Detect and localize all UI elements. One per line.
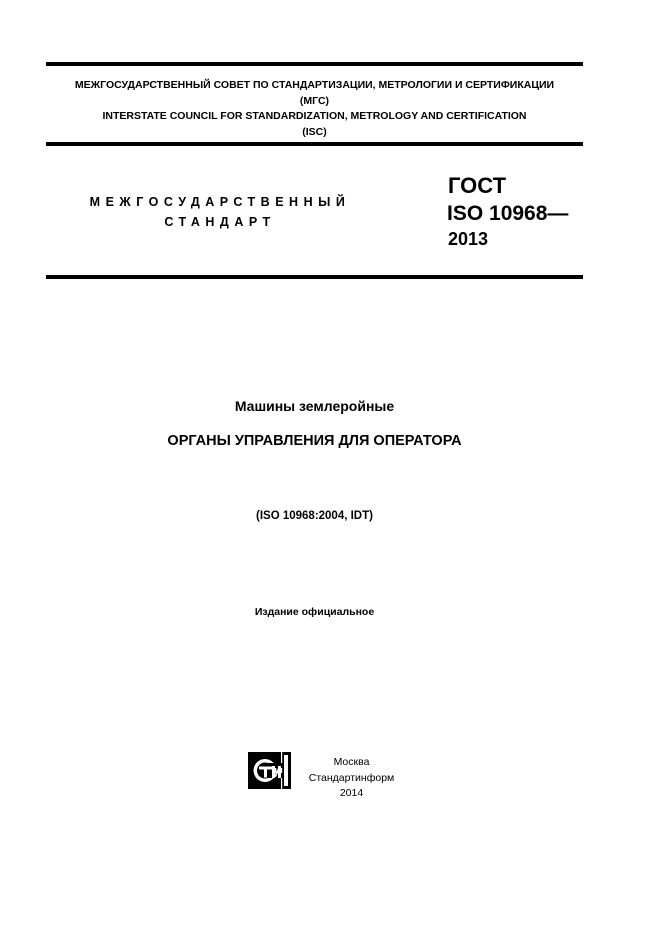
council-abbr-en: (ISC) [302, 125, 327, 138]
council-name-ru: МЕЖГОСУДАРСТВЕННЫЙ СОВЕТ ПО СТАНДАРТИЗАЦИИ, МЕТРОЛОГИИ И СЕРТИФИКАЦИИ [74, 79, 555, 91]
gost-number: ISO 10968— [447, 202, 569, 225]
designation-rule [46, 275, 583, 279]
standard-type [60, 192, 380, 232]
publisher-name: Стандартинформ [308, 771, 395, 784]
standard-type-line1: МЕЖГОСУДАРСТВЕННЫЙ [89, 195, 351, 209]
publisher-city: Москва [333, 756, 370, 768]
iso-identity: (ISO 10968:2004, IDT) [256, 510, 373, 522]
top-rule [46, 62, 583, 66]
gost-year: 2013 [448, 229, 489, 249]
standartinform-logo-icon [248, 752, 291, 789]
publication-year: 2014 [339, 787, 364, 799]
edition-note: Издание официальное [254, 606, 375, 618]
document-subtitle: ОРГАНЫ УПРАВЛЕНИЯ ДЛЯ ОПЕРАТОРА [167, 433, 462, 449]
publisher-block [300, 755, 403, 802]
header-rule [46, 142, 583, 146]
standard-type-line2: СТАНДАРТ [164, 215, 276, 229]
council-abbr-ru: (МГС) [299, 94, 330, 107]
gost-designation [448, 172, 568, 251]
council-header [46, 78, 583, 140]
council-name-en: INTERSTATE COUNCIL FOR STANDARDIZATION, METROLOGY AND CERTIFICATION [102, 110, 527, 122]
gost-label: ГОСТ [448, 173, 507, 198]
document-title: Машины землеройные [234, 398, 395, 414]
